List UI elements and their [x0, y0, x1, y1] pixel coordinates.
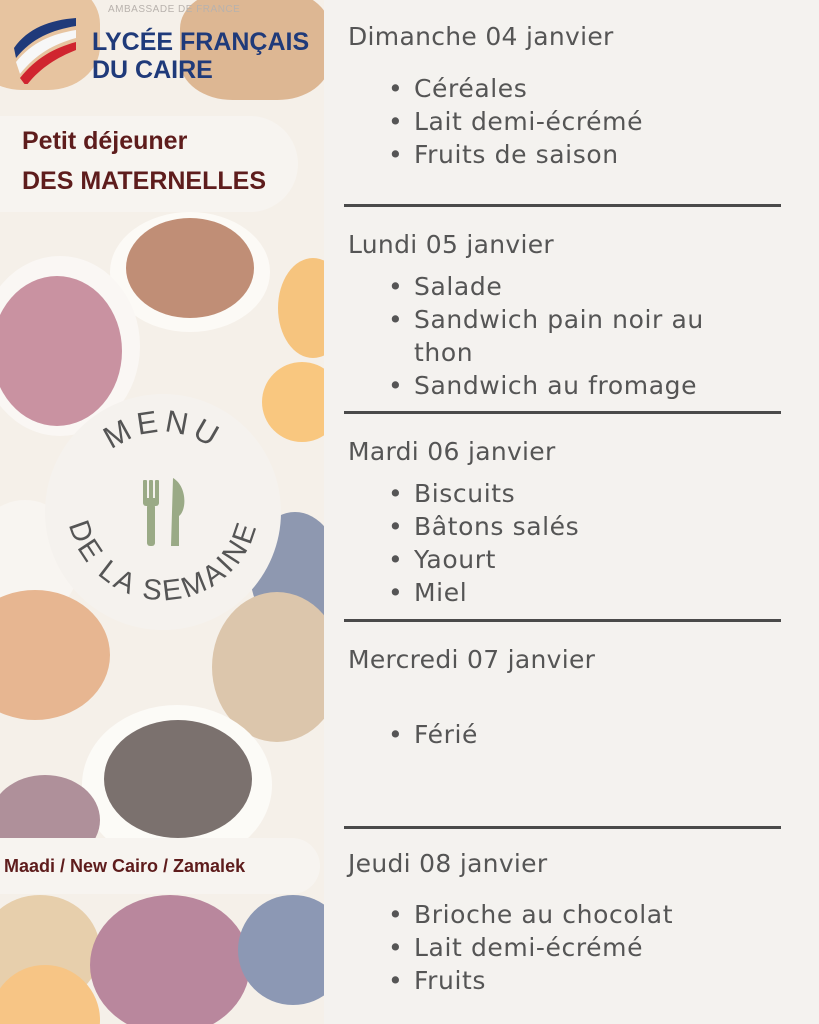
menu-item: • Lait demi-écrémé: [388, 933, 644, 962]
svg-text:MENU: [97, 403, 229, 455]
flag-logo-icon: [10, 8, 80, 84]
divider: [344, 826, 781, 829]
food-photo-panel: [0, 0, 324, 1024]
menu-item-continued: thon: [414, 338, 474, 367]
locations-text: Maadi / New Cairo / Zamalek: [4, 856, 246, 876]
school-name-line2: DU CAIRE: [92, 56, 213, 84]
menu-item: • Sandwich pain noir au: [388, 305, 704, 334]
menu-item: • Biscuits: [388, 479, 516, 508]
day-title-lundi: Lundi 05 janvier: [348, 230, 555, 259]
school-logo: [8, 0, 324, 90]
day-title-mercredi: Mercredi 07 janvier: [348, 645, 596, 674]
menu-item: • Férié: [388, 720, 478, 749]
svg-text:DE LA SEMAINE: [62, 516, 264, 607]
embassy-text: AMBASSADE DE FRANCE: [108, 4, 241, 15]
divider: [344, 619, 781, 622]
title-line1: Petit déjeuner: [22, 127, 188, 155]
menu-item: • Bâtons salés: [388, 512, 580, 541]
title-line2: DES MATERNELLES: [22, 167, 266, 195]
menu-item: • Céréales: [388, 74, 528, 103]
divider: [344, 411, 781, 414]
menu-badge: [45, 394, 281, 630]
school-name-line1: LYCÉE FRANÇAIS: [92, 28, 310, 56]
menu-item: • Fruits de saison: [388, 140, 619, 169]
divider: [344, 204, 781, 207]
locations-banner: [0, 838, 320, 894]
menu-item: • Yaourt: [388, 545, 496, 574]
badge-bottom-words: DE LA SEMAINE: [61, 516, 265, 608]
day-title-mardi: Mardi 06 janvier: [348, 437, 556, 466]
day-title-dimanche: Dimanche 04 janvier: [348, 22, 614, 51]
menu-item: • Fruits: [388, 966, 487, 995]
badge-top-word: MENU: [97, 403, 229, 456]
day-title-jeudi: Jeudi 08 janvier: [348, 849, 548, 878]
menu-item: • Brioche au chocolat: [388, 900, 674, 929]
fork-knife-icon: [143, 478, 184, 546]
menu-item: • Miel: [388, 578, 468, 607]
menu-item: • Lait demi-écrémé: [388, 107, 644, 136]
menu-item: • Salade: [388, 272, 503, 301]
menu-item: • Sandwich au fromage: [388, 371, 698, 400]
